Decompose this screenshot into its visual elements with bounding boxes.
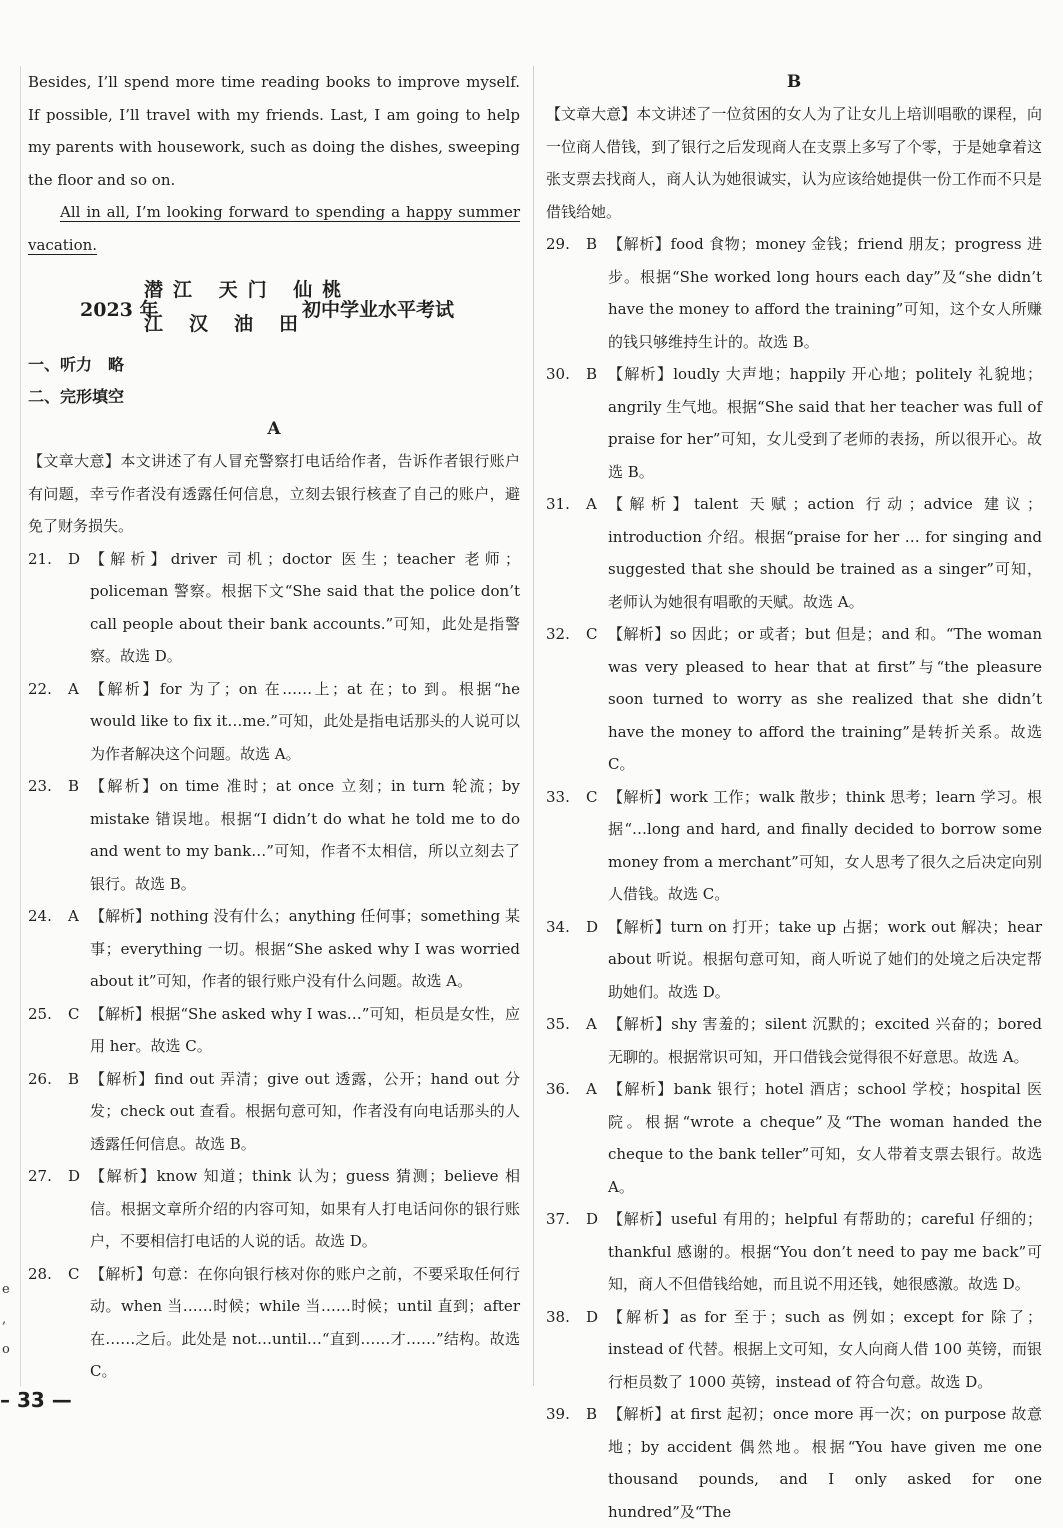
answer-item-36 <box>546 1073 1042 1203</box>
item-answer: B <box>68 777 80 795</box>
left-column <box>28 66 520 1388</box>
margin-mark: e <box>2 1282 10 1297</box>
right-column <box>546 66 1042 1528</box>
item-answer: B <box>586 235 598 253</box>
item-explanation: 【解析】turn on 打开；take up 占据；work out 解决；hear about 听说。根据句意可知，商人听说了她们的处境之后决定帮助她们。故选 D。 <box>608 917 1042 1001</box>
item-number: 29. <box>546 235 570 253</box>
item-number: 22. <box>28 679 52 698</box>
item-explanation: 【解析】work 工作；walk 散步；think 思考；learn 学习。根据“…long and hard, and finally decided to borrow some money from a merchant”可知，女人思考了很久之后决定向别人借钱。故选 C。 <box>608 787 1042 903</box>
section-listening: 一、听力 略 <box>28 355 125 374</box>
answer-item-24 <box>28 900 520 998</box>
item-answer: C <box>586 787 598 806</box>
exam-year: 2023 年 <box>80 299 159 321</box>
answer-item-29 <box>546 228 1042 358</box>
item-number: 35. <box>546 1015 570 1033</box>
item-answer: D <box>68 1167 81 1185</box>
page-number <box>0 1388 72 1412</box>
item-number: 34. <box>546 917 570 936</box>
item-explanation: 【解析】at first 起初；once more 再一次；on purpose 故意地；by accident 偶然地。根据“You have given me one thousand pounds, and I only asked for one hundred”及“The <box>608 1405 1042 1521</box>
item-number: 39. <box>546 1405 570 1423</box>
item-explanation: 【解析】driver 司机；doctor 医生；teacher 老师；policeman 警察。根据下文“She said that the police don’t call people about their bank accounts.”可知，此处是指警察。故选 D。 <box>90 549 520 665</box>
item-number: 26. <box>28 1069 52 1088</box>
answer-item-26 <box>28 1063 520 1161</box>
item-answer: B <box>68 1069 80 1088</box>
item-number: 25. <box>28 1004 52 1023</box>
exam-cities-bottom: 江汉油田 <box>144 313 325 335</box>
item-explanation: 【解析】find out 弄清；give out 透露，公开；hand out 分发；check out 查看。根据句意可知，作者没有向电话那头的人透露任何信息。故选 B。 <box>90 1069 520 1153</box>
section-cloze: 二、完形填空 <box>28 387 125 406</box>
item-answer: D <box>586 1307 599 1326</box>
item-number: 21. <box>28 549 52 568</box>
answer-item-28 <box>28 1258 520 1388</box>
item-answer: C <box>586 625 598 643</box>
exam-name: 初中学业水平考试 <box>302 299 455 321</box>
page-number-dash: – <box>0 1388 17 1412</box>
answer-item-35 <box>546 1008 1042 1073</box>
exam-cities-top: 潜江 天门 仙桃 <box>144 279 352 301</box>
answer-item-33 <box>546 781 1042 911</box>
item-number: 32. <box>546 625 570 643</box>
item-answer: D <box>586 917 599 936</box>
answer-list-right <box>546 228 1042 1528</box>
item-explanation: 【解析】on time 准时；at once 立刻；in turn 轮流；by mistake 错误地。根据“I didn’t do what he told me to do and went to my bank…”可知，作者不太相信，所以立刻去了银行。故选 B。 <box>90 777 520 893</box>
item-explanation: 【解析】so 因此；or 或者；but 但是；and 和。“The woman was very pleased to hear that at first”与“the pleasure soon turned to worry as she realized that she didn’t have the money to afford the training”是转折关系。故选 C。 <box>608 625 1042 773</box>
item-answer: A <box>68 679 79 698</box>
answer-item-38 <box>546 1301 1042 1399</box>
item-number: 23. <box>28 777 52 795</box>
answer-item-25 <box>28 998 520 1063</box>
margin-mark: , <box>2 1312 7 1327</box>
answer-item-21 <box>28 543 520 673</box>
item-answer: D <box>586 1210 599 1228</box>
item-answer: B <box>586 365 598 383</box>
summary-a: 【文章大意】本文讲述了有人冒充警察打电话给作者，告诉作者银行账户有问题，幸亏作者没有透露任何信息，立刻去银行核查了自己的账户，避免了财务损失。 <box>28 452 520 535</box>
item-answer: D <box>68 549 81 568</box>
answer-item-27 <box>28 1160 520 1258</box>
page-number-dash: — <box>44 1388 72 1412</box>
item-answer: B <box>586 1405 598 1423</box>
item-explanation: 【解析】know 知道；think 认为；guess 猜测；believe 相信。根据文章所介绍的内容可知，如果有人打电话问你的银行账户，不要相信打电话的人说的话。故选 D。 <box>90 1167 520 1250</box>
column-divider <box>533 66 534 1386</box>
item-number: 33. <box>546 787 570 806</box>
margin-marks <box>2 1275 10 1365</box>
part-b-heading: B <box>786 72 802 92</box>
answer-item-31 <box>546 488 1042 618</box>
page-edge-line <box>20 66 21 1386</box>
item-answer: A <box>586 1015 597 1033</box>
page-number-value: 33 <box>16 1388 45 1412</box>
answer-list-left <box>28 543 520 1388</box>
exam-title <box>28 273 520 345</box>
item-number: 28. <box>28 1264 52 1283</box>
item-explanation: 【解析】根据“She asked why I was…”可知，柜员是女性，应用 her。故选 C。 <box>90 1004 520 1055</box>
answer-item-23 <box>28 770 520 900</box>
item-explanation: 【解析】talent 天赋；action 行动；advice 建议；introduction 介绍。根据“praise for her … for singing and suggested that she should be trained as a singer”可知，老师认为她很有唱歌的天赋。故选 A。 <box>608 495 1042 611</box>
item-explanation: 【解析】loudly 大声地；happily 开心地；politely 礼貌地；angrily 生气地。根据“She said that her teacher was full of praise for her”可知，女儿受到了老师的表扬，所以很开心。故选 B。 <box>608 365 1042 481</box>
item-explanation: 【解析】nothing 没有什么；anything 任何事；something 某事；everything 一切。根据“She asked why I was worried about it”可知，作者的银行账户没有什么问题。故选 A。 <box>90 907 520 990</box>
item-answer: C <box>68 1004 80 1023</box>
item-answer: A <box>68 907 79 925</box>
summary-b: 【文章大意】本文讲述了一位贫困的女人为了让女儿上培训唱歌的课程，向一位商人借钱，到了银行之后发现商人在支票上多写了个零，于是她拿着这张支票去找商人，商人认为她很诚实，认为应该给她提供一份工作而不只是借钱给她。 <box>546 105 1042 221</box>
part-a-heading: A <box>267 419 281 439</box>
item-number: 30. <box>546 365 570 383</box>
item-number: 36. <box>546 1080 570 1098</box>
item-number: 38. <box>546 1307 570 1326</box>
essay-conclusion: All in all, I’m looking forward to spending a happy summer vacation. <box>28 203 520 254</box>
answer-item-30 <box>546 358 1042 488</box>
item-answer: A <box>586 495 597 513</box>
item-number: 37. <box>546 1210 570 1228</box>
item-explanation: 【解析】as for 至于；such as 例如；except for 除了；instead of 代替。根据上文可知，女人向商人借 100 英镑，而银行柜员数了 1000 英镑，instead of 符合句意。故选 D。 <box>608 1307 1042 1391</box>
item-explanation: 【解析】for 为了；on 在……上；at 在；to 到。根据“he would like to fix it…me.”可知，此处是指电话那头的人说可以为作者解决这个问题。故选 A。 <box>90 679 520 763</box>
essay-paragraph: Besides, I’ll spend more time reading books to improve myself. If possible, I’ll travel with my friends. Last, I am going to help my parents with housework, such as doing the dishes, sweeping the floor and so on. <box>28 73 520 189</box>
item-answer: A <box>586 1080 597 1098</box>
item-explanation: 【解析】句意：在你向银行核对你的账户之前，不要采取任何行动。when 当……时候；while 当……时候；until 直到；after 在……之后。此处是 not…until…“直到……才……”结构。故选 C。 <box>90 1264 520 1380</box>
item-explanation: 【解析】useful 有用的；helpful 有帮助的；careful 仔细的；thankful 感谢的。根据“You don’t need to pay me back”可知，商人不但借钱给她，而且说不用还钱，她很感激。故选 D。 <box>608 1210 1042 1293</box>
answer-item-32 <box>546 618 1042 781</box>
item-answer: C <box>68 1264 80 1283</box>
item-number: 24. <box>28 907 52 925</box>
item-explanation: 【解析】food 食物；money 金钱；friend 朋友；progress 进步。根据“She worked long hours each day”及“she didn’t have the money to afford the training”可知，这个女人所赚的钱只够维持生计的。故选 B。 <box>608 235 1042 351</box>
item-number: 27. <box>28 1167 52 1185</box>
item-explanation: 【解析】bank 银行；hotel 酒店；school 学校；hospital 医院。根据“wrote a cheque”及“The woman handed the cheque to the bank teller”可知，女人带着支票去银行。故选 A。 <box>608 1080 1042 1196</box>
answer-item-22 <box>28 673 520 771</box>
margin-mark: o <box>2 1342 10 1357</box>
item-explanation: 【解析】shy 害羞的；silent 沉默的；excited 兴奋的；bored 无聊的。根据常识可知，开口借钱会觉得很不好意思。故选 A。 <box>608 1015 1042 1066</box>
answer-item-39 <box>546 1398 1042 1528</box>
answer-item-34 <box>546 911 1042 1009</box>
answer-item-37 <box>546 1203 1042 1301</box>
item-number: 31. <box>546 495 570 513</box>
